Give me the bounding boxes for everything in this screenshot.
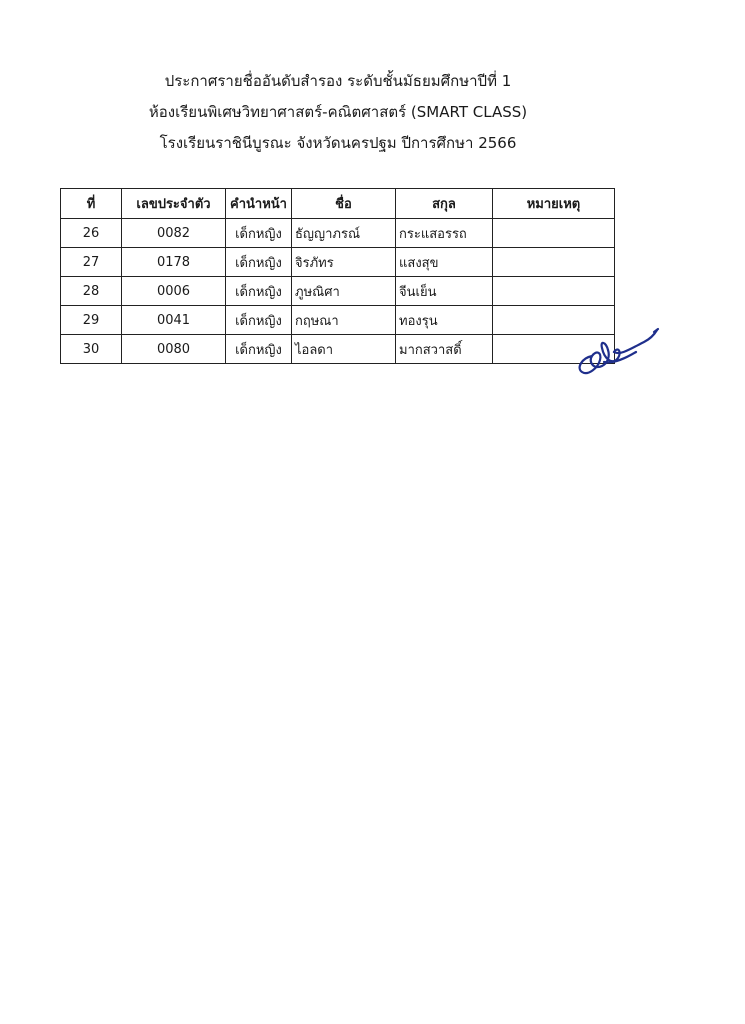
table-row (61, 248, 615, 277)
cell-id: 0006 (122, 277, 226, 306)
cell-id: 0041 (122, 306, 226, 335)
table-row (61, 335, 615, 364)
cell-title: เด็กหญิง (226, 219, 292, 248)
reserve-list-table (60, 188, 615, 364)
handwritten-signature (574, 326, 660, 378)
cell-surname: จีนเย็น (396, 277, 493, 306)
header-program-line: ห้องเรียนพิเศษวิทยาศาสตร์-คณิตศาสตร์ (SMART CLASS) (148, 103, 528, 121)
cell-id: 0080 (122, 335, 226, 364)
column-header-note: หมายเหตุ (493, 189, 615, 219)
cell-title: เด็กหญิง (226, 248, 292, 277)
cell-no: 27 (61, 248, 122, 277)
header-school-line: โรงเรียนราชินีบูรณะ จังหวัดนครปฐม ปีการศึกษา 2566 (159, 134, 517, 152)
cell-surname: แสงสุข (396, 248, 493, 277)
cell-no: 28 (61, 277, 122, 306)
cell-name: จิรภัทร (292, 248, 396, 277)
cell-surname: มากสวาสดิ์ (396, 335, 493, 364)
cell-title: เด็กหญิง (226, 306, 292, 335)
column-header-surname: สกุล (396, 189, 493, 219)
signature-strokes (580, 329, 658, 373)
cell-name: กฤษณา (292, 306, 396, 335)
column-header-no: ที่ (61, 189, 122, 219)
cell-name: ไอลดา (292, 335, 396, 364)
table-row (61, 306, 615, 335)
cell-surname: กระแสอรรถ (396, 219, 493, 248)
cell-note (493, 219, 615, 248)
column-header-id: เลขประจำตัว (122, 189, 226, 219)
column-header-title: คำนำหน้า (226, 189, 292, 219)
document-header (0, 66, 676, 159)
table-row (61, 219, 615, 248)
cell-title: เด็กหญิง (226, 335, 292, 364)
cell-note (493, 277, 615, 306)
table-row (61, 277, 615, 306)
cell-no: 30 (61, 335, 122, 364)
cell-id: 0178 (122, 248, 226, 277)
header-title-line: ประกาศรายชื่ออันดับสำรอง ระดับชั้นมัธยมศึกษาปีที่ 1 (164, 72, 512, 90)
cell-no: 26 (61, 219, 122, 248)
cell-id: 0082 (122, 219, 226, 248)
cell-no: 29 (61, 306, 122, 335)
cell-name: ธัญญาภรณ์ (292, 219, 396, 248)
cell-title: เด็กหญิง (226, 277, 292, 306)
cell-note (493, 248, 615, 277)
table-header-row (61, 189, 615, 219)
column-header-name: ชื่อ (292, 189, 396, 219)
cell-surname: ทองรุน (396, 306, 493, 335)
cell-name: ภูษณิศา (292, 277, 396, 306)
